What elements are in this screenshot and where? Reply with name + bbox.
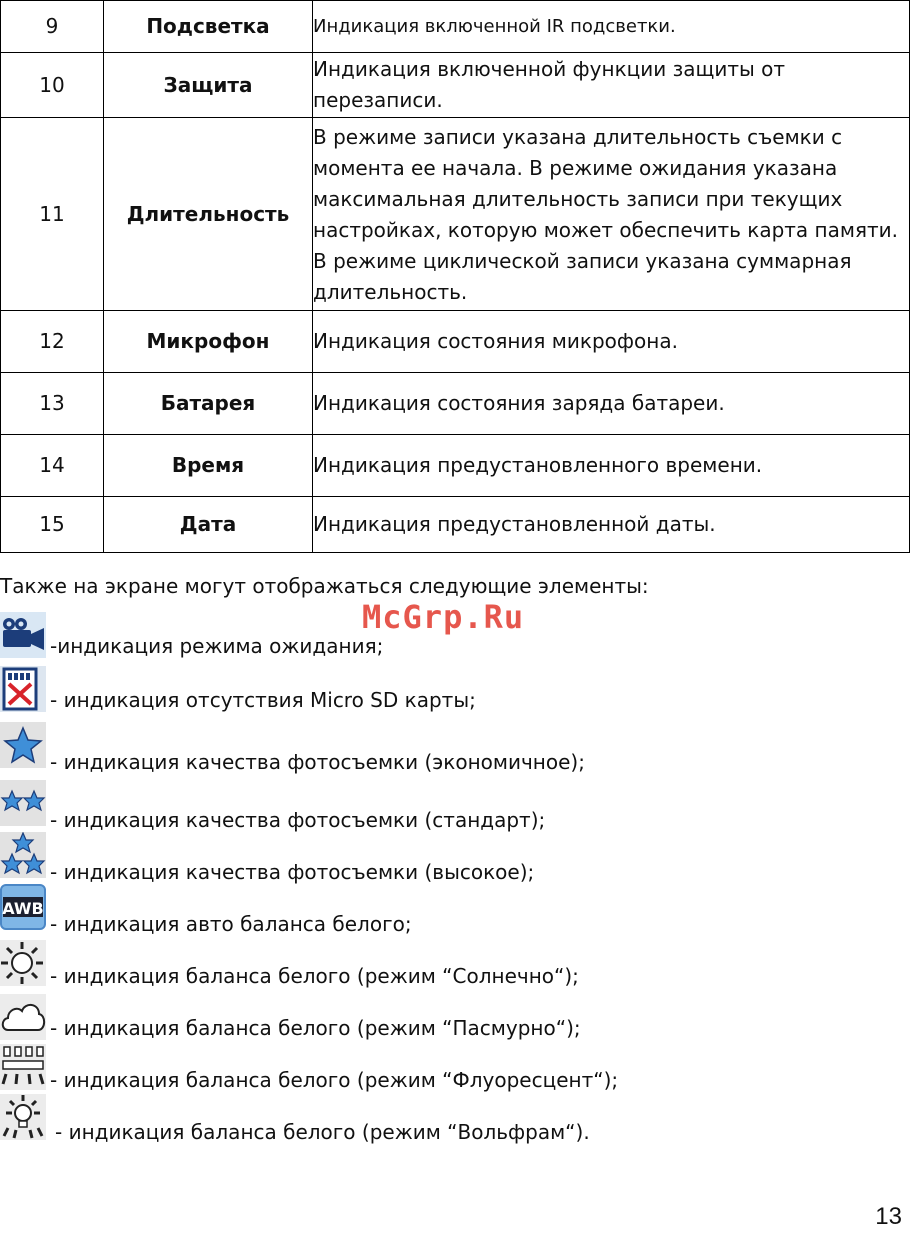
table-row: [1, 53, 910, 118]
row-description: Индикация предустановленного времени.: [313, 435, 910, 497]
svg-text:AWB: AWB: [2, 899, 44, 918]
cloud-icon: [0, 994, 46, 1040]
watermark: McGrp.Ru: [362, 598, 525, 636]
list-item: [0, 940, 760, 986]
row-number: 11: [1, 118, 104, 311]
row-name: Микрофон: [104, 311, 313, 373]
list-item: [0, 666, 760, 712]
row-description: Индикация предустановленной даты.: [313, 497, 910, 553]
row-name: Дата: [104, 497, 313, 553]
row-number: 15: [1, 497, 104, 553]
row-description: В режиме записи указана длительность съемки с момента ее начала. В режиме ожидания указана максимальная длительность записи при текущих настройках, которую может обеспечить карта памяти. В режиме циклической записи указана суммарная длительность.: [313, 118, 910, 311]
item-text: - индикация авто баланса белого;: [50, 912, 412, 936]
row-number: 9: [1, 1, 104, 53]
list-item: [0, 832, 760, 884]
row-name: Подсветка: [104, 1, 313, 53]
item-text: - индикация отсутствия Micro SD карты;: [50, 688, 476, 712]
three-stars-icon: [0, 832, 46, 878]
video-camera-icon: [0, 612, 46, 658]
table-row: [1, 118, 910, 311]
row-number: 13: [1, 373, 104, 435]
item-text: - индикация баланса белого (режим “Пасмурно“);: [50, 1016, 581, 1040]
one-star-icon: [0, 722, 46, 768]
table-row: [1, 497, 910, 553]
row-description: Индикация состояния микрофона.: [313, 311, 910, 373]
list-item: [0, 1044, 760, 1090]
row-number: 14: [1, 435, 104, 497]
table-row: [1, 373, 910, 435]
intro-text: Также на экране могут отображаться следующие элементы:: [0, 574, 649, 598]
row-name: Длительность: [104, 118, 313, 311]
item-text: - индикация качества фотосъемки (высокое);: [50, 860, 535, 884]
item-text: - индикация качества фотосъемки (стандарт);: [50, 808, 546, 832]
item-text: -индикация режима ожидания;: [50, 634, 384, 658]
row-description: Индикация включенной функции защиты от перезаписи.: [313, 53, 910, 118]
row-name: Батарея: [104, 373, 313, 435]
list-item: [0, 722, 760, 774]
item-text: - индикация баланса белого (режим “Вольфрам“).: [55, 1120, 590, 1144]
no-sd-card-icon: [0, 666, 46, 712]
list-item: [0, 994, 760, 1040]
table-row: [1, 435, 910, 497]
table-row: [1, 1, 910, 53]
row-description: Индикация включенной IR подсветки.: [313, 1, 910, 53]
row-name: Защита: [104, 53, 313, 118]
spec-table: [0, 0, 910, 553]
item-text: - индикация качества фотосъемки (экономичное);: [50, 750, 585, 774]
sun-icon: [0, 940, 46, 986]
fluorescent-icon: [0, 1044, 46, 1090]
row-number: 12: [1, 311, 104, 373]
item-text: - индикация баланса белого (режим “Солнечно“);: [50, 964, 579, 988]
list-item: [0, 612, 760, 658]
list-item: [0, 780, 760, 832]
item-text: - индикация баланса белого (режим “Флуоресцент“);: [50, 1068, 619, 1092]
row-description: Индикация состояния заряда батареи.: [313, 373, 910, 435]
awb-icon: [0, 884, 46, 930]
table-row: [1, 311, 910, 373]
two-stars-icon: [0, 780, 46, 826]
list-item: [0, 1094, 760, 1144]
row-name: Время: [104, 435, 313, 497]
tungsten-icon: [0, 1094, 46, 1140]
page-number: 13: [875, 1203, 902, 1230]
list-item: [0, 884, 760, 936]
row-number: 10: [1, 53, 104, 118]
